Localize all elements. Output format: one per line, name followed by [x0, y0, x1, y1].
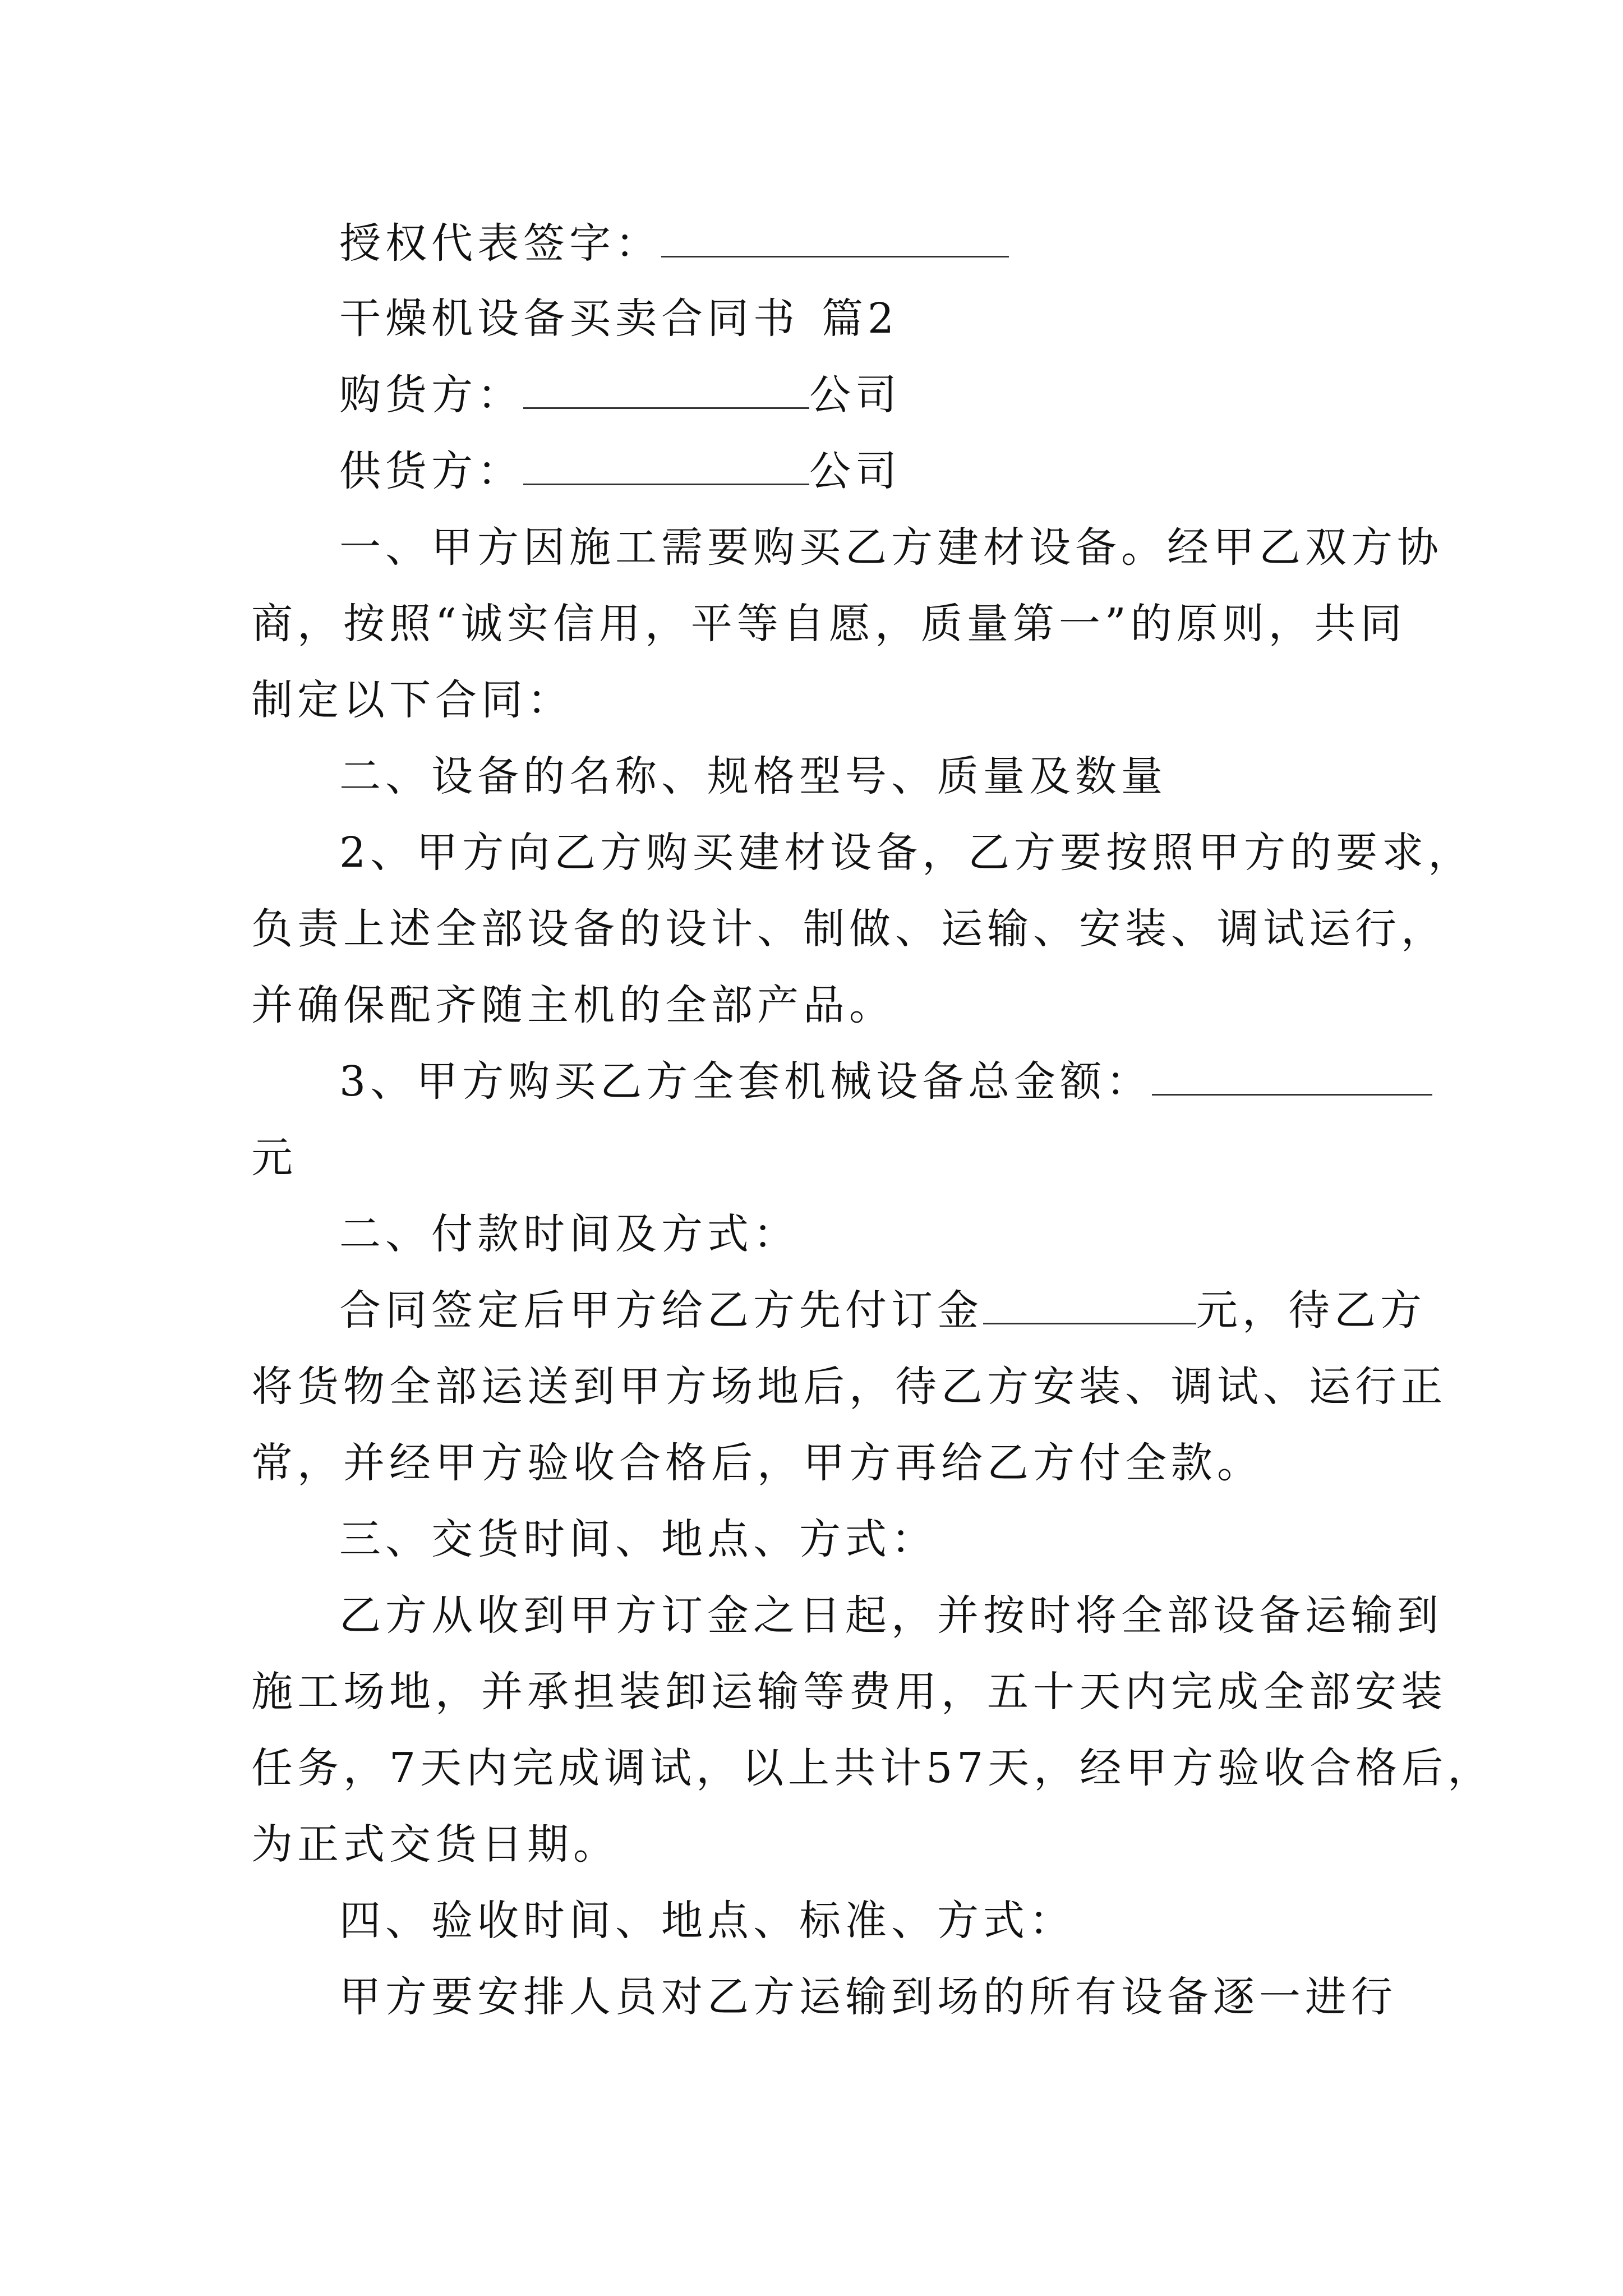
- supplier-company: 公司: [809, 447, 901, 495]
- signature-label: 授权代表签字：: [339, 219, 661, 268]
- signature-line: [339, 217, 1009, 270]
- paragraph-5-line-4: 为正式交货日期。: [251, 1820, 619, 1869]
- signature-blank: [661, 221, 1009, 257]
- supplier-line: [339, 444, 901, 498]
- paragraph-5-line-1: 乙方从收到甲方订金之日起，并按时将全部设备运输到: [339, 1591, 1443, 1640]
- section-heading-equipment: 二、设备的名称、规格型号、质量及数量: [339, 752, 1167, 800]
- paragraph-5-line-2: 施工场地，并承担装卸运输等费用，五十天内完成全部安装: [251, 1668, 1447, 1716]
- buyer-label: 购货方：: [339, 371, 523, 419]
- section-heading-acceptance: 四、验收时间、地点、标准、方式：: [339, 1897, 1075, 1945]
- supplier-blank: [523, 449, 809, 485]
- paragraph-4-line-3: 常，并经甲方验收合格后，甲方再给乙方付全款。: [251, 1439, 1263, 1487]
- section-heading-payment: 二、付款时间及方式：: [339, 1210, 799, 1258]
- deposit-text-tail: 元，待乙方: [1196, 1286, 1426, 1335]
- paragraph-1-line-2: 商，按照“诚实信用，平等自愿，质量第一”的原则，共同: [251, 600, 1407, 648]
- title-text: 干燥机设备买卖合同书: [339, 295, 799, 343]
- deposit-blank: [983, 1288, 1196, 1324]
- title-suffix: 篇2: [822, 295, 899, 343]
- total-amount-label: 3、甲方购买乙方全套机械设备总金额：: [339, 1057, 1152, 1106]
- paragraph-5-line-3: 任务，7天内完成调试，以上共计57天，经甲方验收合格后，: [251, 1744, 1494, 1792]
- paragraph-1-line-3: 制定以下合同：: [251, 676, 573, 724]
- buyer-line: [339, 368, 901, 422]
- paragraph-2-line-2: 负责上述全部设备的设计、制做、运输、安装、调试运行，: [251, 905, 1447, 953]
- paragraph-2-line-1: 2、甲方向乙方购买建材设备，乙方要按照甲方的要求，: [339, 829, 1474, 877]
- buyer-blank: [523, 372, 809, 409]
- paragraph-6-line-1: 甲方要安排人员对乙方运输到场的所有设备逐一进行: [339, 1973, 1397, 2021]
- buyer-company: 公司: [809, 371, 901, 419]
- supplier-label: 供货方：: [339, 447, 523, 495]
- section-heading-delivery: 三、交货时间、地点、方式：: [339, 1515, 937, 1563]
- document-title: [339, 292, 898, 346]
- paragraph-4-line-2: 将货物全部运送到甲方场地后，待乙方安装、调试、运行正: [251, 1363, 1447, 1411]
- deposit-text: 合同签定后甲方给乙方先付订金: [339, 1286, 983, 1335]
- paragraph-4-line-1: [339, 1283, 1426, 1337]
- paragraph-3-line-2: 元: [251, 1134, 297, 1182]
- paragraph-1-line-1: 一、甲方因施工需要购买乙方建材设备。经甲乙双方协: [339, 523, 1443, 572]
- paragraph-3-line-1: [339, 1055, 1432, 1108]
- paragraph-2-line-3: 并确保配齐随主机的全部产品。: [251, 981, 895, 1029]
- total-amount-blank: [1152, 1059, 1432, 1096]
